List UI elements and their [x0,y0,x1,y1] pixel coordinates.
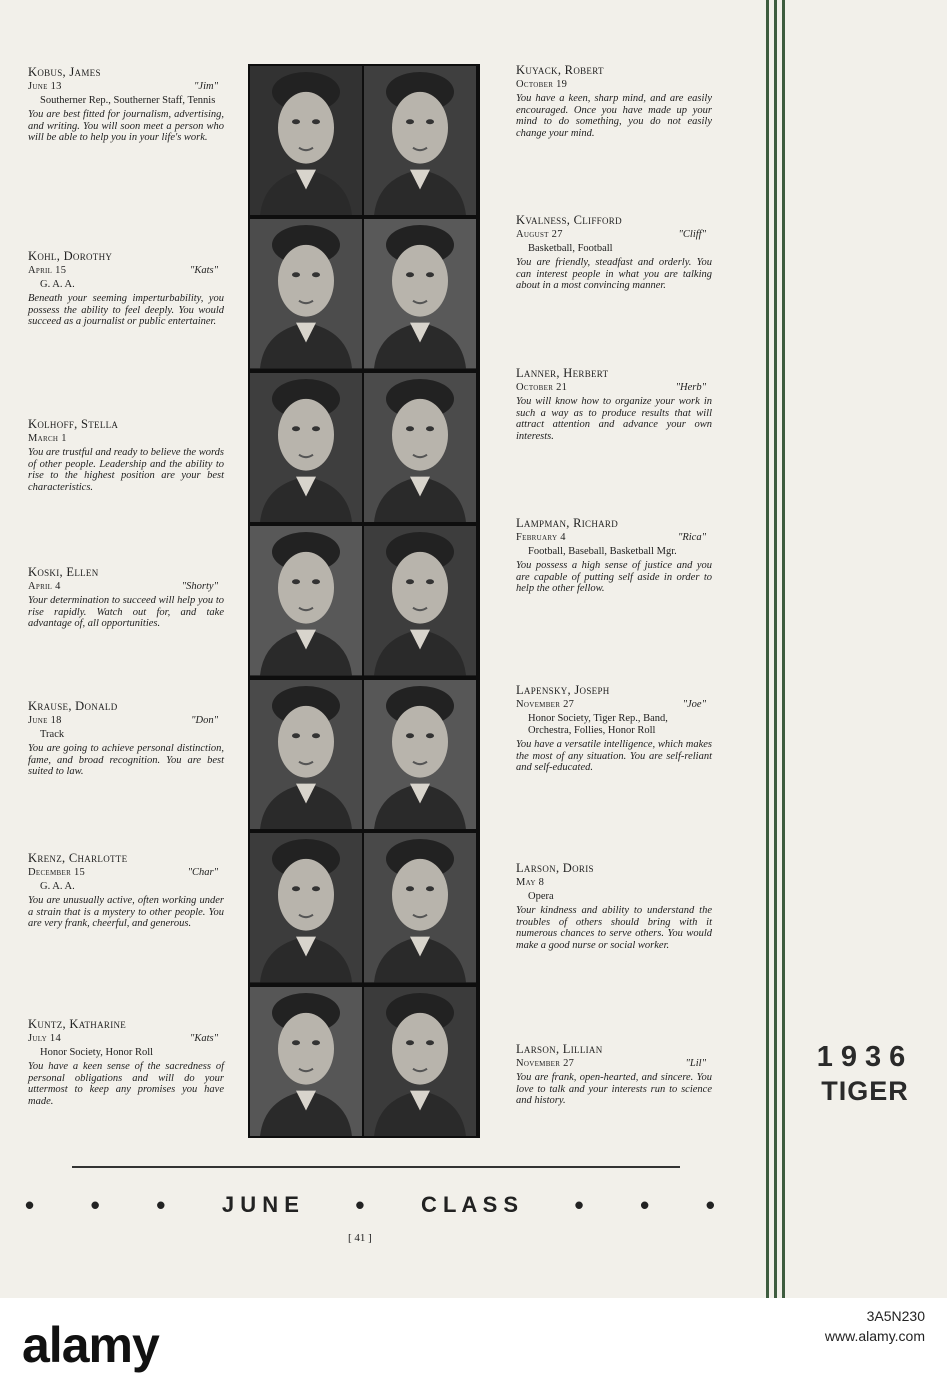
student-name: Krenz, Charlotte [28,851,128,865]
entry-left-1 [28,66,224,144]
description: You have a keen sense of the sacredness of personal obligations and will do your uttermost to keep any promises you have made. [28,1061,224,1107]
portrait-photo [364,373,476,522]
activities: Football, Baseball, Basketball Mgr. [528,546,677,557]
description: Beneath your seeming imperturbability, you possess the ability to feel deeply. You would succeed as a journalist or public entertainer. [28,293,224,328]
student-name: Lapensky, Joseph [516,683,610,697]
portrait-photo [250,66,362,215]
student-name: Kobus, James [28,65,101,79]
vertical-rule-3 [782,0,785,1298]
portrait-photo [364,680,476,829]
bullet: • [574,1190,584,1220]
bullet: • [355,1190,365,1220]
activities: G. A. A. [40,881,75,892]
description: You are frank, open-hearted, and sincere. You love to talk and your interests run to science and history. [516,1072,712,1107]
birth-date: May 8 [516,877,545,888]
birth-date: April 4 [28,581,61,592]
birth-date: July 14 [28,1033,61,1044]
description: You will know how to organize your work in such a way as to produce results that will attract attention and advance your own interests. [516,396,712,442]
stock-logo: alamy [22,1317,159,1373]
birth-date: August 27 [516,229,563,240]
student-name: Koski, Ellen [28,565,99,579]
activities: Honor Society, Tiger Rep., Band, Orchestra, Follies, Honor Roll [528,713,668,736]
nickname: "Rica" [677,532,706,543]
birth-date: November 27 [516,1058,575,1069]
nickname: "Jim" [194,81,218,92]
student-name: Lampman, Richard [516,516,619,530]
footer-word-class: C L A S S [421,1192,519,1217]
birth-date: November 27 [516,699,575,710]
nickname [218,433,224,445]
portrait-photo [250,680,362,829]
portrait-photo [250,987,362,1136]
activities: G. A. A. [40,279,75,290]
nickname: "Cliff" [678,229,706,240]
entry-left-7 [28,1018,224,1107]
footer-title [25,1192,715,1218]
yearbook-title: TIGER [821,1076,909,1106]
entry-left-6 [28,852,224,930]
nickname [706,877,712,889]
birth-date: December 15 [28,867,86,878]
stock-info [825,1306,925,1346]
description: You possess a high sense of justice and you are capable of putting self aside in order to help the other fellow. [516,560,712,595]
bullet: • [705,1190,715,1220]
portrait-strip [248,64,480,1138]
birth-date: June 13 [28,81,62,92]
stock-site: www.alamy.com [824,1328,925,1344]
portrait-photo [250,373,362,522]
nickname: "Char" [187,867,218,878]
nickname: "Joe" [682,699,706,710]
year: 1936 [816,1041,914,1073]
entry-left-2 [28,250,224,328]
entry-right-3 [516,367,712,442]
description: You have a keen, sharp mind, and are easily encouraged. Once you have made up your mind to do something, you do not easily change your mind. [516,93,712,139]
nickname: "Lil" [685,1058,706,1069]
entry-left-4 [28,566,224,630]
student-name: Larson, Doris [516,861,594,875]
footer-rule [72,1166,680,1168]
activities: Opera [528,891,554,902]
birth-date: April 15 [28,265,67,276]
birth-date: March 1 [28,433,67,444]
nickname: "Don" [191,715,218,726]
footer-word-june: J U N E [221,1192,299,1217]
activities: Southerner Rep., Southerner Staff, Tennis [40,95,216,106]
page-number: [ 41 ] [348,1232,372,1244]
vertical-rule-2 [774,0,777,1298]
nickname: "Shorty" [181,581,218,592]
student-name: Kohl, Dorothy [28,249,113,263]
student-name: Lanner, Herbert [516,366,609,380]
birth-date: June 18 [28,715,62,726]
entry-left-5 [28,700,224,778]
bullet: • [90,1190,100,1220]
student-name: Krause, Donald [28,699,118,713]
description: You are unusually active, often working under a strain that is a mystery to other people. You are very frank, cheerful, and generous. [28,895,224,930]
description: You are going to achieve personal distinction, fame, and broad recognition. You are best suited to law. [28,743,224,778]
description: Your determination to succeed will help you to rise rapidly. Watch out for, and take advantage of, all opportunities. [28,595,224,630]
yearbook-label [806,1040,924,1108]
birth-date: February 4 [516,532,566,543]
description: You are best fitted for journalism, advertising, and writing. You will soon meet a person who will be able to help you in your life's work. [28,109,224,144]
entry-right-4 [516,517,712,595]
nickname: "Kats" [189,265,218,276]
vertical-rule-1 [766,0,769,1298]
description: You have a versatile intelligence, which makes the most of any situation. You are self-reliant and self-educated. [516,739,712,774]
activities: Honor Society, Honor Roll [40,1047,154,1058]
birth-date: October 19 [516,79,568,90]
bullet: • [25,1190,35,1220]
student-name: Kvalness, Clifford [516,213,622,227]
portrait-photo [250,833,362,982]
entry-right-6 [516,862,712,951]
nickname [706,79,712,91]
portrait-photo [364,219,476,368]
activities: Track [40,729,65,740]
student-name: Kolhoff, Stella [28,417,119,431]
portrait-photo [250,219,362,368]
entry-right-5 [516,684,712,774]
description: Your kindness and ability to understand the troubles of others should bring with it numerous chances to serve others. You would make a good nurse or social worker. [516,905,712,951]
portrait-photo [364,833,476,982]
student-name: Kuyack, Robert [516,63,604,77]
bullet: • [156,1190,166,1220]
image-id: 3A5N230 [866,1308,925,1324]
nickname: "Kats" [189,1033,218,1044]
description: You are trustful and ready to believe the words of other people. Leadership and the ability to rise to the highest position are your best characteristics. [28,447,224,493]
student-name: Kuntz, Katharine [28,1017,127,1031]
nickname: "Herb" [675,382,706,393]
portrait-photo [364,987,476,1136]
bullet: • [640,1190,650,1220]
description: You are friendly, steadfast and orderly. You can interest people in what you are talking about in a most convincing manner. [516,257,712,292]
portrait-photo [250,526,362,675]
student-name: Larson, Lillian [516,1042,603,1056]
portrait-photo [364,526,476,675]
entry-left-3 [28,418,224,493]
birth-date: October 21 [516,382,568,393]
entry-right-2 [516,214,712,292]
entry-right-7 [516,1043,712,1107]
entry-right-1 [516,64,712,139]
activities: Basketball, Football [528,243,613,254]
portrait-photo [364,66,476,215]
